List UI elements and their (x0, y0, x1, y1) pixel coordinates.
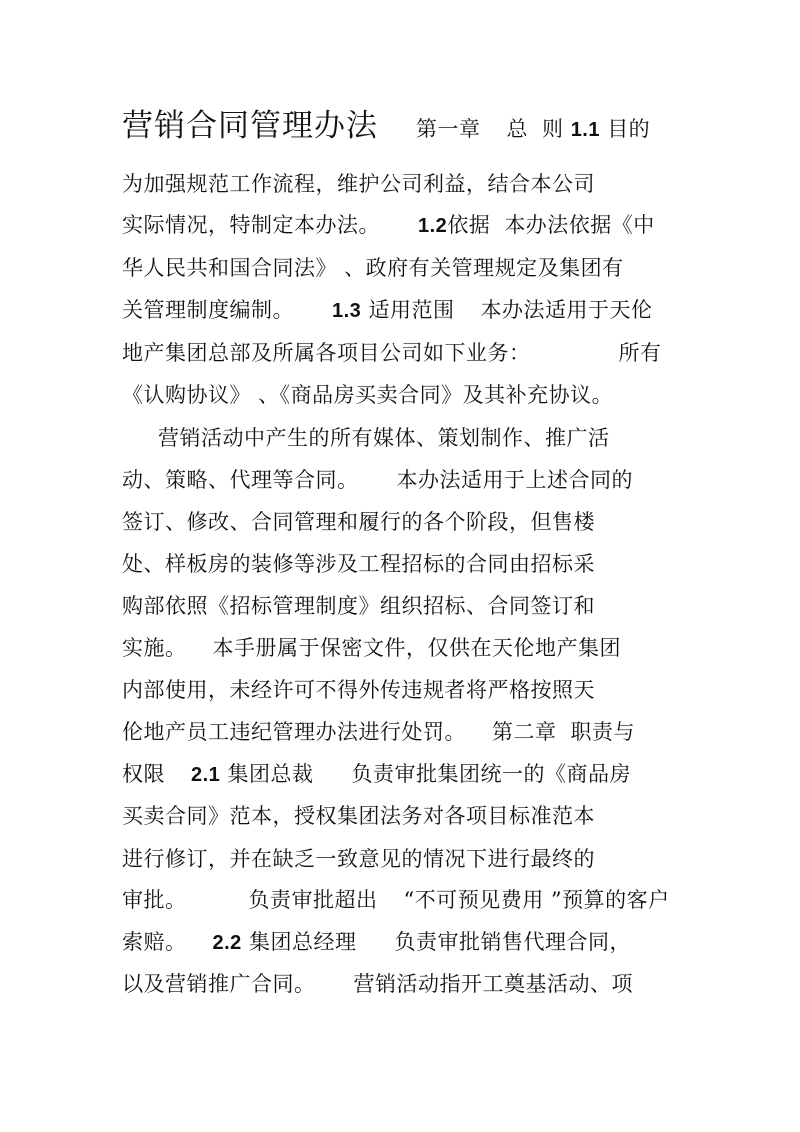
line-21-text-b: 营销活动指开工奠基活动、项 (353, 972, 633, 996)
section-number-1-3: 1.3 (332, 300, 362, 322)
line-9-text-a: 动、策略、代理等合同。 (122, 468, 359, 492)
line-5-text-c: 本办法适用于天伦 (480, 298, 653, 322)
section-2-1-title: 集团总裁 (227, 762, 314, 786)
line-8: 营销活动中产生的所有媒体、策划制作、推广活 (158, 426, 610, 450)
line-16-text-a: 权限 (122, 762, 165, 786)
chapter-1-title-part-2: 则 (542, 117, 564, 141)
line-11: 处、样板房的装修等涉及工程招标的合同由招标采 (122, 552, 595, 576)
chapter-1-label: 第一章 (416, 117, 481, 141)
line-2: 为加强规范工作流程，维护公司利益，结合本公司 (122, 172, 595, 196)
line-15 (122, 718, 635, 746)
line-17: 买卖合同》范本，授权集团法务对各项目标准范本 (122, 804, 595, 828)
line-6-text-b: 所有 (618, 341, 662, 365)
section-2-2-title: 集团总经理 (249, 930, 357, 954)
line-21-text-a: 以及营销推广合同。 (122, 972, 316, 996)
line-21 (122, 970, 633, 998)
line-4: 华人民共和国合同法》 、政府有关管理规定及集团有 (122, 256, 624, 280)
line-16 (122, 760, 631, 789)
line-7: 《认购协议》 、《商品房买卖合同》及其补充协议。 (122, 383, 614, 407)
line-6 (122, 339, 662, 367)
line-9 (122, 466, 633, 494)
section-1-3-title: 适用范围 (368, 298, 455, 322)
line-20-text-c: 负责审批销售代理合同， (394, 930, 631, 954)
line-14: 内部使用，未经许可不得外传违规者将严格按照天 (122, 678, 595, 702)
line-19-text-b: 负责审批超出 (248, 888, 378, 912)
line-20-text-a: 索赔。 (122, 930, 187, 954)
line-13-text-b: 本手册属于保密文件，仅供在天伦地产集团 (212, 636, 621, 660)
line-13 (122, 634, 621, 662)
line-19 (122, 886, 670, 914)
chapter-1-title-part-1: 总 (506, 117, 528, 141)
line-20 (122, 928, 631, 957)
line-19-text-a: 审批。 (122, 888, 187, 912)
line-16-text-c: 负责审批集团统一的《商品房 (351, 762, 631, 786)
line-10: 签订、修改、合同管理和履行的各个阶段，但售楼 (122, 510, 595, 534)
line-13-text-a: 实施。 (122, 636, 187, 660)
chapter-2-label: 第二章 (492, 720, 557, 744)
section-1-2-title: 依据 (447, 213, 491, 237)
line-3-text-a: 实际情况，特制定本办法。 (122, 213, 380, 237)
line-3-text-c: 本办法依据《中 (504, 213, 655, 237)
line-18: 进行修订，并在缺乏一致意见的情况下进行最终的 (122, 847, 595, 871)
line-15-text-a: 伦地产员工违纪管理办法进行处罚。 (122, 720, 466, 744)
section-1-1-title: 目的 (607, 117, 651, 141)
line-1 (122, 108, 651, 144)
line-19-text-c: “不可预见费用 ”预算的客户 (403, 888, 670, 912)
section-number-2-1: 2.1 (191, 764, 221, 786)
line-5-text-a: 关管理制度编制。 (122, 298, 294, 322)
line-9-text-b: 本办法适用于上述合同的 (396, 468, 633, 492)
line-5 (122, 296, 653, 325)
section-number-1-2: 1.2 (418, 215, 448, 237)
section-number-2-2: 2.2 (212, 932, 242, 954)
line-12: 购部依照《招标管理制度》组织招标、合同签订和 (122, 594, 595, 618)
document-title: 营销合同管理办法 (122, 108, 378, 144)
line-15-text-c: 职责与 (570, 720, 635, 744)
line-3 (122, 211, 655, 240)
line-6-text-a: 地产集团总部及所属各项目公司如下业务： (122, 341, 531, 365)
section-number-1-1: 1.1 (570, 119, 600, 141)
